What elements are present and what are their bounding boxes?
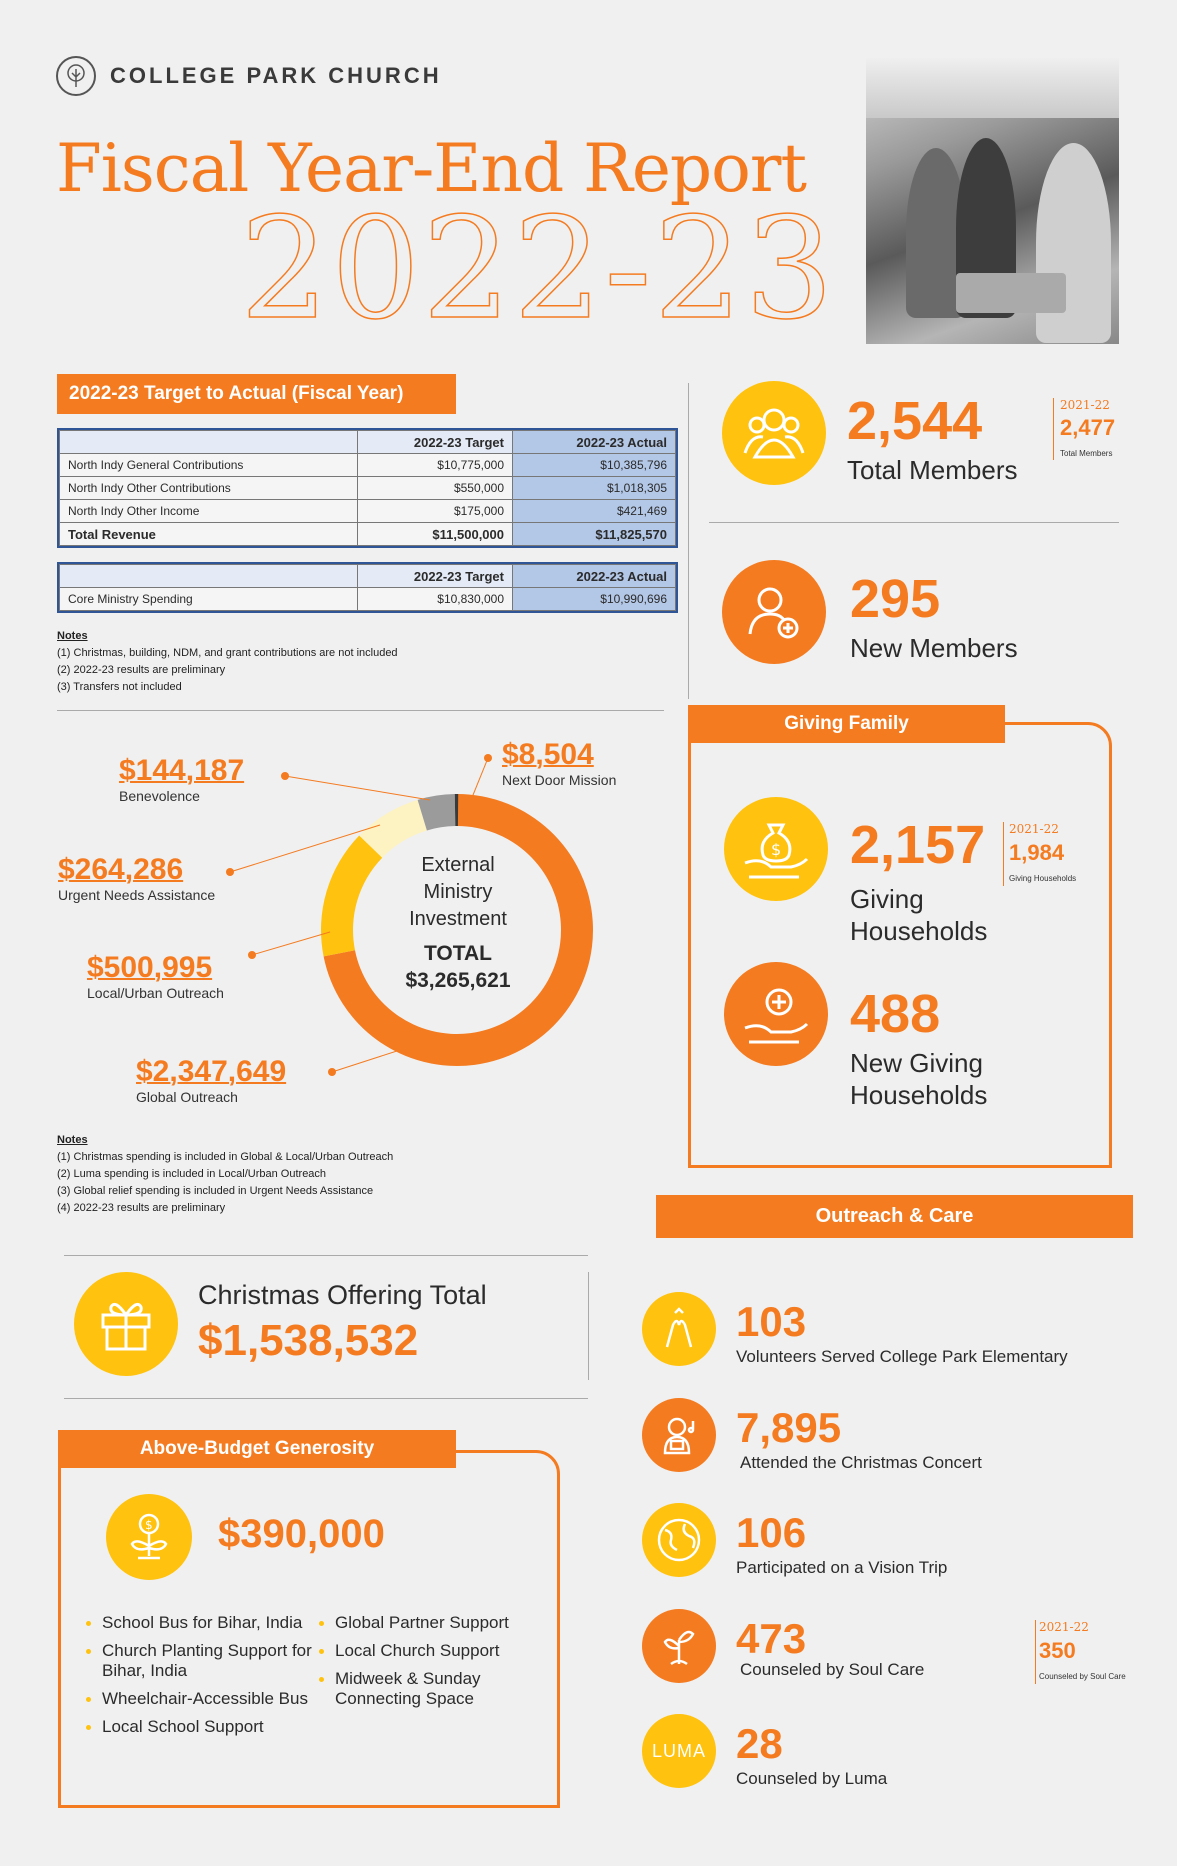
soul-care-label: Counseled by Soul Care bbox=[740, 1660, 925, 1679]
list-item: Local Church Support bbox=[317, 1641, 547, 1661]
table-header-row: 2022-23 Target 2022-23 Actual bbox=[60, 565, 676, 588]
gift-icon bbox=[74, 1272, 178, 1376]
leader-next-door-dot bbox=[484, 754, 492, 762]
new-giving-households-label-1: New Giving bbox=[850, 1048, 983, 1078]
list-item: Church Planting Support for Bihar, India bbox=[84, 1641, 314, 1681]
divider bbox=[64, 1398, 588, 1399]
above-budget-list-2 bbox=[317, 1613, 547, 1717]
tree-icon bbox=[56, 56, 96, 96]
giving-family-title: Giving Family bbox=[688, 705, 1005, 743]
table-row: North Indy Other Contributions $550,000 $1,018,305 bbox=[60, 477, 676, 500]
chart-center-label: External Ministry Investment bbox=[409, 854, 507, 930]
members-prev-value: 2,477 bbox=[1060, 415, 1116, 440]
chart-label-global: $2,347,649 Global Outreach bbox=[136, 1055, 287, 1105]
outreach-title: Outreach & Care bbox=[656, 1195, 1133, 1238]
list-item: Wheelchair-Accessible Bus bbox=[84, 1689, 314, 1709]
above-budget-value: $390,000 bbox=[218, 1512, 385, 1556]
church-logo bbox=[56, 56, 442, 96]
divider bbox=[709, 522, 1119, 523]
target-actual-title: 2022-23 Target to Actual (Fiscal Year) bbox=[57, 374, 456, 414]
above-budget-title: Above-Budget Generosity bbox=[58, 1430, 456, 1468]
table-row: Core Ministry Spending $10,830,000 $10,990,696 bbox=[60, 588, 676, 611]
soul-care-prev-year: 2021-22 bbox=[1039, 1620, 1089, 1634]
add-person-icon bbox=[722, 560, 826, 664]
giving-households-value: 2,157 bbox=[850, 815, 986, 875]
leader-benevolence bbox=[285, 776, 430, 800]
concert-value: 7,895 bbox=[736, 1404, 842, 1451]
money-plant-icon bbox=[106, 1494, 192, 1580]
donut-slice-local-urban bbox=[321, 835, 382, 956]
svg-text:$: $ bbox=[771, 840, 782, 859]
giving-households-label-1: Giving bbox=[850, 884, 924, 914]
leader-global-dot bbox=[328, 1068, 336, 1076]
leader-urgent-needs-dot bbox=[226, 868, 234, 876]
hand-plus-icon bbox=[724, 962, 828, 1066]
donut-slice-next-door bbox=[455, 794, 458, 826]
table-row: North Indy Other Income $175,000 $421,469 bbox=[60, 500, 676, 523]
revenue-table bbox=[57, 428, 678, 548]
members-prev-label: Total Members bbox=[1060, 449, 1113, 458]
list-item: Local School Support bbox=[84, 1717, 314, 1737]
divider bbox=[688, 383, 689, 699]
above-budget-list-1 bbox=[84, 1613, 314, 1745]
christmas-offering-value: $1,538,532 bbox=[198, 1316, 419, 1365]
concert-label: Attended the Christmas Concert bbox=[740, 1453, 982, 1472]
leader-benevolence-dot bbox=[281, 772, 289, 780]
group-icon bbox=[722, 381, 826, 485]
chart-label-local-urban: $500,995 Local/Urban Outreach bbox=[87, 951, 224, 1001]
leader-local-urban-dot bbox=[248, 951, 256, 959]
high-five-icon bbox=[642, 1292, 716, 1366]
report-title: Fiscal Year-End Report bbox=[56, 130, 806, 207]
chart-label-urgent-needs: $264,286 Urgent Needs Assistance bbox=[58, 853, 216, 903]
vision-trip-label: Participated on a Vision Trip bbox=[736, 1558, 948, 1577]
chart-label-benevolence: $144,187 Benevolence bbox=[119, 754, 245, 804]
divider bbox=[1053, 398, 1054, 460]
photo-volunteers-serving bbox=[866, 58, 1119, 344]
sprout-icon bbox=[642, 1609, 716, 1683]
members-prev-year: 2021-22 bbox=[1060, 398, 1110, 412]
divider bbox=[57, 710, 664, 711]
new-giving-households-label-2: Households bbox=[850, 1080, 988, 1110]
soul-care-value: 473 bbox=[736, 1615, 807, 1662]
households-prev-label: Giving Households bbox=[1009, 874, 1077, 883]
divider bbox=[1003, 822, 1004, 886]
table-total-row: Total Revenue $11,500,000 $11,825,570 bbox=[60, 523, 676, 546]
leader-global bbox=[332, 1050, 400, 1072]
volunteers-value: 103 bbox=[736, 1298, 807, 1345]
new-members-value: 295 bbox=[850, 569, 941, 629]
luma-value: 28 bbox=[736, 1720, 783, 1767]
new-giving-households-value: 488 bbox=[850, 984, 941, 1044]
caroler-icon bbox=[642, 1398, 716, 1472]
table-row: North Indy General Contributions $10,775,000 $10,385,796 bbox=[60, 454, 676, 477]
luma-label: Counseled by Luma bbox=[736, 1769, 888, 1788]
spending-table bbox=[57, 562, 678, 613]
vision-trip-value: 106 bbox=[736, 1509, 807, 1556]
chart-notes: Notes (1) Christmas spending is included in Global & Local/Urban Outreach (2) Luma spending is included in Local/Urban Outreach (3) Global relief spending is included in Urgent Needs Assistance (4) 2022-23 results are preliminary bbox=[57, 1134, 394, 1214]
divider bbox=[64, 1255, 588, 1256]
table-header-row: 2022-23 Target 2022-23 Actual bbox=[60, 431, 676, 454]
money-bag-hand-icon bbox=[724, 797, 828, 901]
volunteers-label: Volunteers Served College Park Elementary bbox=[736, 1347, 1068, 1366]
brand-name: COLLEGE PARK CHURCH bbox=[110, 63, 442, 88]
list-item: School Bus for Bihar, India bbox=[84, 1613, 314, 1633]
chart-label-next-door: $8,504 Next Door Mission bbox=[502, 738, 617, 788]
svg-text:$: $ bbox=[145, 1518, 153, 1532]
list-item: Global Partner Support bbox=[317, 1613, 547, 1633]
soul-care-prev-label: Counseled by Soul Care bbox=[1039, 1672, 1126, 1681]
luma-logo-icon: LUMA bbox=[642, 1714, 716, 1788]
divider bbox=[588, 1272, 589, 1380]
chart-center-total: TOTAL $3,265,621 bbox=[405, 942, 511, 992]
christmas-offering-label: Christmas Offering Total bbox=[198, 1280, 487, 1310]
report-year: 2022-23 bbox=[240, 188, 836, 351]
divider bbox=[1035, 1620, 1036, 1684]
total-members-value: 2,544 bbox=[847, 391, 983, 451]
total-members-label: Total Members bbox=[847, 455, 1018, 485]
leader-next-door bbox=[471, 758, 488, 800]
soul-care-prev-value: 350 bbox=[1039, 1638, 1076, 1663]
households-prev-value: 1,984 bbox=[1009, 840, 1065, 865]
finance-notes: Notes (1) Christmas, building, NDM, and grant contributions are not included (2) 2022-23 results are preliminary (3) Transfers not included bbox=[57, 630, 398, 693]
leader-local-urban bbox=[252, 932, 330, 955]
list-item: Midweek & Sunday Connecting Space bbox=[317, 1669, 547, 1709]
giving-households-label-2: Households bbox=[850, 916, 988, 946]
globe-icon bbox=[642, 1503, 716, 1577]
households-prev-year: 2021-22 bbox=[1009, 822, 1059, 836]
new-members-label: New Members bbox=[850, 633, 1018, 663]
